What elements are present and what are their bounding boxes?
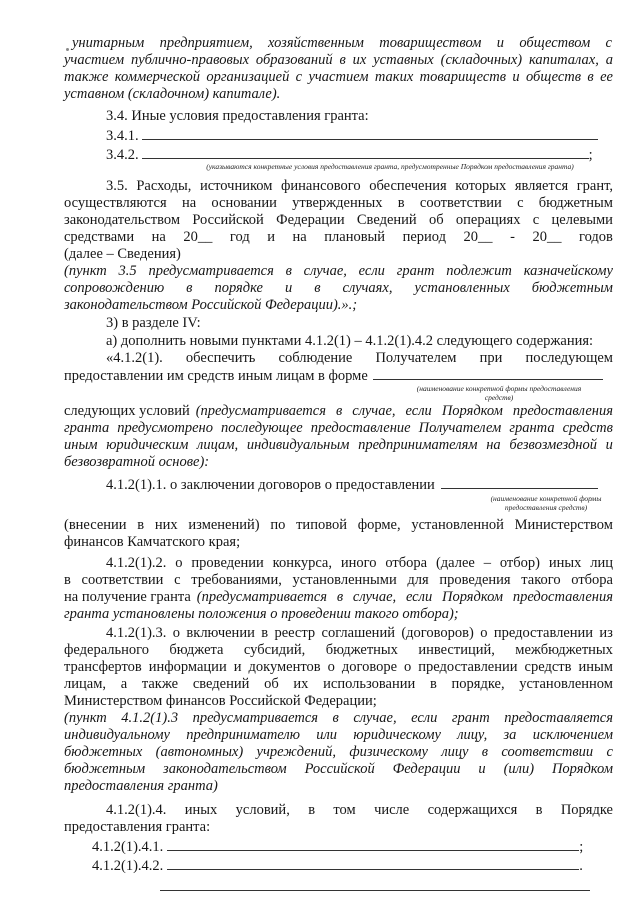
text-line [64, 676, 613, 693]
word: использовании [323, 676, 416, 692]
text-line: (далее – Сведения) [64, 246, 181, 262]
word: субсидий, [243, 642, 306, 658]
word: Расходы, [136, 178, 192, 194]
word: на [151, 229, 166, 245]
word: Федерации [276, 212, 345, 228]
text-line [64, 420, 613, 437]
word: в [481, 744, 489, 760]
text-line [64, 437, 613, 454]
text-line [64, 710, 613, 727]
word: целевыми [551, 212, 613, 228]
word: средств [524, 659, 572, 675]
word: проведения [439, 572, 511, 588]
word: в [335, 403, 343, 419]
text-line [64, 727, 613, 744]
word: (далее [435, 555, 475, 571]
word: из [599, 625, 613, 641]
word: обществом [519, 35, 591, 51]
blank-item: 3.4.2. ; [106, 147, 593, 163]
field-caption: (наименование конкретной формы [490, 494, 602, 503]
word: является [514, 178, 569, 194]
word: утвержденных [292, 195, 383, 211]
text-line: Министерством финансов Российской Федерации; [64, 693, 377, 709]
word: в [314, 280, 321, 296]
word: содержащихся [427, 802, 518, 818]
text-line [64, 517, 613, 534]
text-line [64, 761, 613, 778]
text-line [106, 555, 613, 572]
word: средств [562, 420, 613, 436]
word: и [496, 35, 505, 51]
text-line [64, 69, 613, 86]
word: порядке [214, 280, 263, 296]
word: предпринимателю [186, 727, 300, 743]
word: осуществляются [64, 195, 167, 211]
word: предусматривается [192, 710, 319, 726]
text-line [106, 178, 613, 195]
text-line: а) дополнить новыми пунктами 4.1.2(1) – 4.1.2(1).4.2 следующего содержания: [106, 333, 594, 349]
field-caption: предоставления средств) [504, 503, 588, 512]
word: о [175, 555, 183, 571]
text-line: гранта установлены положения о проведении такого отбора); [64, 606, 459, 622]
word: обеспечения [369, 178, 447, 194]
text-line [106, 350, 613, 367]
word: и [284, 280, 293, 296]
text-line [106, 625, 613, 642]
word: если [405, 403, 432, 419]
word: предусмотрено [117, 420, 213, 436]
word: учреждений, [256, 744, 336, 760]
word: период [402, 229, 447, 245]
word: хозяйственным [268, 35, 364, 51]
text-line: предоставления гранта) [64, 778, 218, 794]
word: (предусматривается [195, 403, 326, 419]
word: (внесении [64, 517, 127, 533]
word: случае, [303, 263, 347, 279]
word: бюджетных [325, 642, 398, 658]
word: числе [374, 802, 410, 818]
word: инвестиций, [418, 642, 495, 658]
word: требованиями, [191, 572, 282, 588]
word: (предусматривается [196, 589, 328, 605]
fill-line [142, 127, 598, 140]
word: а [605, 52, 613, 68]
word: их [352, 52, 367, 68]
text-line [64, 52, 613, 69]
word: если [411, 710, 438, 726]
word: подлежит [446, 263, 512, 279]
word: или [316, 727, 338, 743]
word: установленными [292, 572, 397, 588]
word: конкурса, [272, 555, 332, 571]
word: 20__ [463, 229, 493, 245]
word: публично-правовых [130, 52, 250, 68]
fill-line [373, 367, 603, 380]
word: 3.5. [106, 178, 128, 194]
word: иным [64, 437, 98, 453]
word: на [292, 229, 307, 245]
word: с [295, 69, 303, 85]
word: и [267, 229, 275, 245]
word: последующее [221, 420, 303, 436]
word: 20__ [532, 229, 562, 245]
text-line [72, 35, 612, 52]
scan-speck [66, 48, 69, 51]
field-caption: (наименование конкретной формы предоставления [416, 384, 582, 393]
word: с [606, 744, 613, 760]
word: Сведений [356, 212, 417, 228]
word: если [405, 589, 433, 605]
word: (автономных) [155, 744, 244, 760]
word: (или) [503, 761, 535, 777]
word: безвозмездной [509, 437, 597, 453]
word: Порядком [442, 589, 504, 605]
word: предоставлении [493, 625, 594, 641]
word: иным [578, 659, 613, 675]
word: в [339, 52, 346, 68]
word: в [397, 195, 405, 211]
word: с [517, 195, 524, 211]
text-line: на получение гранта (предусматривается в случае, если Порядком предоставления [64, 589, 613, 605]
word: (пункт [64, 263, 107, 279]
word: в [261, 625, 269, 641]
text-line [64, 744, 613, 761]
word: гранта [64, 420, 110, 436]
word: условий, [235, 802, 290, 818]
word: бюджетных [64, 744, 143, 760]
word: в [332, 710, 339, 726]
fill-line [167, 838, 579, 851]
word: (складочных) [440, 52, 523, 68]
word: в [308, 802, 316, 818]
word: предпринимателям [358, 437, 478, 453]
word: Порядком [551, 761, 613, 777]
fill-line [441, 476, 598, 489]
word: соответствии [419, 195, 502, 211]
word: исключением [532, 727, 613, 743]
word: и [478, 761, 486, 777]
word: грант, [576, 178, 613, 194]
word: в [535, 802, 543, 818]
word: сопровождению [64, 280, 165, 296]
word: юридическому [353, 727, 441, 743]
word: иных [548, 555, 582, 571]
word: «4.1.2(1). [106, 350, 163, 366]
word: на [486, 437, 501, 453]
word: 20__ [183, 229, 213, 245]
word: капиталах, [528, 52, 599, 68]
text-line: 4.1.2(1).1. о заключении договоров о предоставлении [106, 476, 640, 494]
word: 4.1.2(1).4. [106, 802, 167, 818]
word: средствами [64, 229, 135, 245]
word: если [358, 263, 385, 279]
word: Порядке [560, 802, 613, 818]
word: для [407, 572, 429, 588]
word: которых [455, 178, 507, 194]
text-line [64, 659, 613, 676]
text-line [64, 572, 613, 589]
word: индивидуальным [246, 437, 350, 453]
word: с [532, 212, 540, 228]
word: предоставлении [418, 659, 518, 675]
word: предоставления [512, 403, 613, 419]
word: трансфертов [64, 659, 142, 675]
word: случае, [352, 589, 397, 605]
word: Получателем [375, 350, 457, 366]
field-caption: (указываются конкретные условия предоставления гранта, предусмотренные Порядком предоставления гранта) [206, 162, 574, 171]
blank-item: 4.1.2(1).4.2. . [92, 858, 583, 874]
word: грант [451, 710, 490, 726]
word: последующем [525, 350, 613, 366]
text-line [64, 212, 613, 229]
word: таких [374, 69, 414, 85]
word: и [233, 659, 242, 675]
text-line [64, 229, 613, 246]
word: законодательством [64, 212, 181, 228]
word: бюджетным [64, 761, 146, 777]
word: годов [578, 229, 613, 245]
word: форме, [357, 517, 401, 533]
word: (договоров) [401, 625, 474, 641]
word: лиц [590, 555, 613, 571]
word: физическому [349, 744, 428, 760]
word: и [605, 437, 613, 453]
word: с [174, 572, 181, 588]
word: на [181, 195, 197, 211]
word: унитарным [72, 35, 145, 51]
word: грант [396, 263, 435, 279]
word: организацией [206, 69, 290, 85]
field-caption: средств) [484, 393, 514, 402]
word: Российской [192, 212, 264, 228]
word: финансового [281, 178, 361, 194]
word: такого [521, 572, 561, 588]
word: в [64, 572, 71, 588]
text-line: безвозвратной основе): [64, 454, 210, 470]
word: - [510, 229, 515, 245]
word: по [270, 517, 286, 533]
word: а [120, 676, 128, 692]
word: лицу [441, 744, 469, 760]
word: Российской [304, 761, 375, 777]
word: них [154, 517, 178, 533]
blank-item: 3.4.1. [106, 127, 640, 145]
text-line: предоставлении им средств иным лицам в форме [64, 367, 612, 385]
word: о [480, 625, 488, 641]
text-line: 3) в разделе IV: [106, 315, 201, 331]
word: товариществом [379, 35, 482, 51]
text-line: финансов Камчатского края; [64, 534, 241, 550]
word: Порядком [441, 403, 503, 419]
fill-line [167, 857, 579, 870]
fill-line [142, 146, 589, 159]
word: Получателем [418, 420, 502, 436]
text-line: предоставления гранта: [64, 819, 211, 835]
word: случае, [352, 403, 396, 419]
word: Федерации [392, 761, 461, 777]
word: соглашений [321, 625, 395, 641]
word: иных [184, 802, 218, 818]
text-line [106, 802, 613, 819]
word: в [587, 69, 594, 85]
word: уставных [373, 52, 434, 68]
word: типовой [296, 517, 347, 533]
word: 4.1.2(1).3. [106, 625, 167, 641]
word: документов [248, 659, 321, 675]
word: установленных [414, 280, 510, 296]
word: участием [308, 69, 369, 85]
word: лицам, [197, 437, 239, 453]
word: предприятием, [159, 35, 253, 51]
word: предусматривается [148, 263, 274, 279]
word: реестр [274, 625, 316, 641]
word: федерального [64, 642, 149, 658]
word: соответствии [81, 572, 164, 588]
word: плановый [324, 229, 386, 245]
text-line [64, 642, 613, 659]
word: юридическим [106, 437, 189, 453]
word: иного [340, 555, 377, 571]
word: в [137, 517, 145, 533]
word: 3.5 [118, 263, 137, 279]
word: бюджетным [531, 280, 613, 296]
word: участием [64, 52, 125, 68]
word: изменений) [188, 517, 260, 533]
word: лицу, [457, 727, 488, 743]
word: гранта [509, 420, 555, 436]
word: установленной [411, 517, 504, 533]
text-line [64, 263, 613, 280]
word: об [428, 212, 444, 228]
word: основании [211, 195, 277, 211]
word: их [293, 676, 309, 692]
word: отбор) [499, 555, 540, 571]
word: законодательством [163, 761, 287, 777]
text-line: уставном (складочном) капитале). [64, 86, 281, 102]
word: казначейскому [523, 263, 613, 279]
trailing-fill-line [160, 890, 590, 891]
word: в [429, 676, 437, 692]
word: предоставления [512, 589, 613, 605]
word: в [336, 589, 344, 605]
word: лицам, [64, 676, 106, 692]
word: ее [600, 69, 613, 85]
word: установленном [519, 676, 613, 692]
word: бюджетным [538, 195, 613, 211]
text-line: законодательством Российской Федерации).».; [64, 297, 358, 313]
word: о [172, 625, 181, 641]
word: межбюджетных [515, 642, 613, 658]
word: соблюдение [278, 350, 353, 366]
word: порядке, [451, 676, 505, 692]
word: обществ [525, 69, 582, 85]
word: соответствии [501, 744, 594, 760]
word: отбора [571, 572, 613, 588]
word: индивидуальному [64, 727, 170, 743]
word: проведении [191, 555, 264, 571]
word: отбора [385, 555, 428, 571]
word: 4.1.2(1).3 [121, 710, 179, 726]
word: обеспечить [185, 350, 256, 366]
word: товариществ [419, 69, 507, 85]
word: о [404, 659, 412, 675]
word: (пункт [64, 710, 107, 726]
word: – [483, 555, 491, 571]
word: также [141, 676, 179, 692]
word: предоставление [310, 420, 411, 436]
word: Министерством [514, 517, 613, 533]
word: о [327, 659, 335, 675]
word: об [264, 676, 279, 692]
blank-item: 4.1.2(1).4.1. ; [92, 839, 584, 855]
word: сведений [192, 676, 250, 692]
word: год [229, 229, 250, 245]
word: при [479, 350, 503, 366]
word: также [64, 69, 109, 85]
word: операциях [455, 212, 521, 228]
word: с [605, 35, 612, 51]
text-line: следующих условий (предусматривается в случае, если Порядком предоставления [64, 403, 613, 419]
word: случае, [353, 710, 397, 726]
word: в [285, 263, 292, 279]
word: источником [199, 178, 273, 194]
word: том [333, 802, 356, 818]
word: информации [148, 659, 227, 675]
text-line [64, 195, 613, 212]
word: случаях, [342, 280, 393, 296]
word: договоре [341, 659, 398, 675]
section-heading: 3.4. Иные условия предоставления гранта: [106, 108, 369, 124]
word: за [503, 727, 517, 743]
word: образований [255, 52, 333, 68]
word: в [186, 280, 193, 296]
word: 4.1.2(1).2. [106, 555, 167, 571]
word: бюджета [169, 642, 224, 658]
word: предоставляется [504, 710, 613, 726]
word: коммерческой [114, 69, 201, 85]
word: включении [186, 625, 255, 641]
text-line [64, 280, 613, 297]
word: и [512, 69, 520, 85]
